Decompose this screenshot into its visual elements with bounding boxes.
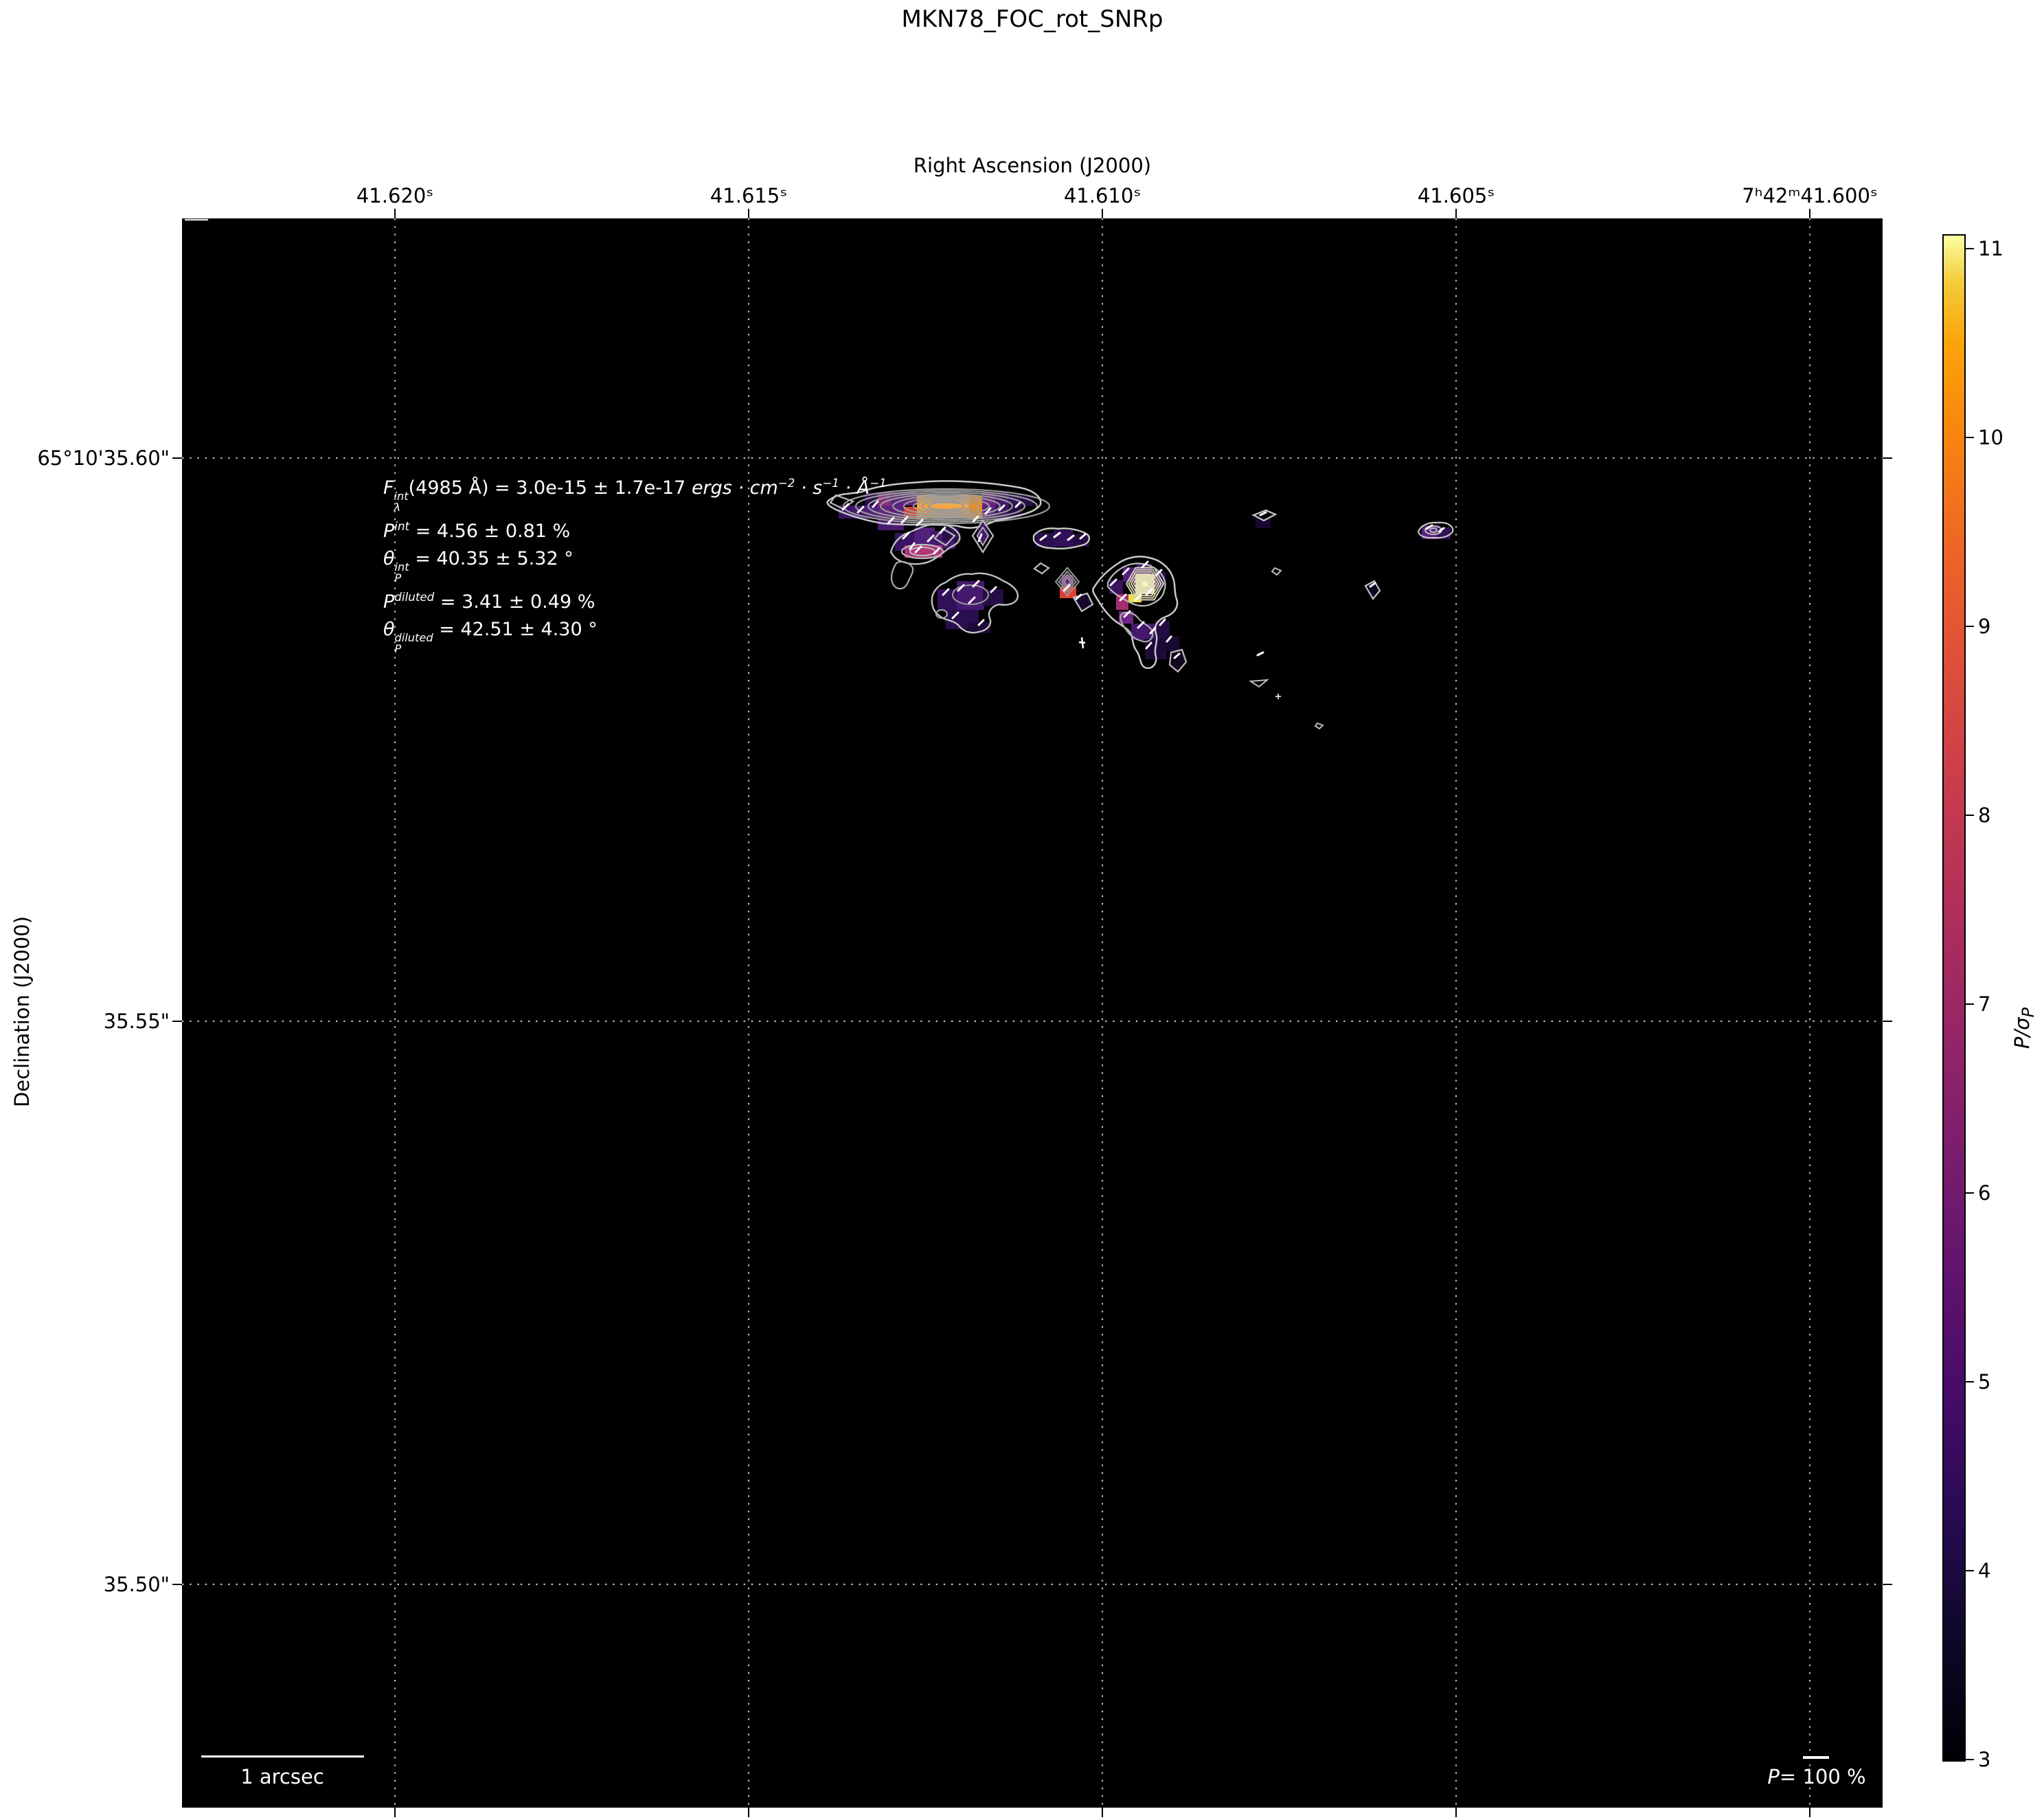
- y-tick-mark: [1883, 1021, 1892, 1023]
- gridlines: [182, 218, 1883, 1808]
- scale-bar-label: 1 arcsec: [240, 1765, 324, 1788]
- y-tick-mark: [1883, 457, 1892, 459]
- x-tick-mark: [748, 1808, 750, 1817]
- y-tick-label: 65°10'35.60": [37, 446, 170, 470]
- colorbar-tick-mark: [1966, 1192, 1974, 1194]
- colorbar-tick-mark: [1966, 1381, 1974, 1383]
- x-tick-mark: [1809, 1808, 1811, 1817]
- figure-title: MKN78_FOC_rot_SNRp: [901, 5, 1163, 33]
- annotation-line: θ int P = 40.35 ± 5.32 °: [383, 547, 574, 584]
- x-tick-label: 7ʰ42ᵐ41.600ˢ: [1742, 184, 1878, 207]
- x-tick-mark: [1455, 1808, 1457, 1817]
- x-tick-mark: [394, 1808, 396, 1817]
- x-tick-label: 41.610ˢ: [1063, 184, 1142, 207]
- y-tick-mark: [1883, 1584, 1892, 1586]
- colorbar-tick-label: 8: [1978, 804, 1991, 828]
- y-tick-mark: [172, 1584, 182, 1586]
- annotation-block: [383, 470, 887, 655]
- annotation-line: $P^{int} = 4.56 \pm 0.81$ %: [383, 519, 571, 543]
- plot-area: [182, 218, 1883, 1808]
- x-tick-mark: [1455, 209, 1457, 218]
- colorbar-tick-label: 9: [1978, 614, 1991, 638]
- polarization-legend-bar: [1803, 1756, 1829, 1759]
- colorbar-tick-mark: [1966, 1570, 1974, 1572]
- colorbar-tick-mark: [1966, 626, 1974, 628]
- x-tick-mark: [1102, 209, 1104, 218]
- x-tick-label: 41.615ˢ: [709, 184, 788, 207]
- x-tick-label: 41.620ˢ: [356, 184, 434, 207]
- annotation-line: $P^{diluted} = 3.41 \pm 0.49$ %: [383, 590, 595, 613]
- x-tick-mark: [1102, 1808, 1104, 1817]
- y-tick-label: 35.50": [103, 1572, 170, 1596]
- colorbar-tick-label: 6: [1978, 1181, 1991, 1205]
- x-tick-mark: [1809, 209, 1811, 218]
- contour-map-svg: [182, 218, 1883, 1808]
- colorbar-tick-mark: [1966, 1003, 1974, 1005]
- colorbar-tick-label: 11: [1978, 237, 2003, 261]
- y-tick-mark: [172, 457, 182, 459]
- colorbar-gradient: [1942, 234, 1966, 1762]
- x-tick-mark: [394, 209, 396, 218]
- dec-axis-label: Declination (J2000): [10, 915, 34, 1108]
- annotation-line: F int λ (4985 Å) = 3.0e-15 ± 1.7e-17 ergs · $cm^{-2} \cdot s^{-1}$ · $Å^{-1}$: [383, 476, 887, 514]
- y-tick-label: 35.55": [103, 1010, 170, 1034]
- x-tick-mark: [748, 209, 750, 218]
- colorbar-tick-mark: [1966, 815, 1974, 817]
- colorbar-label: $P/\sigma_P$: [2010, 1007, 2038, 1049]
- colorbar-tick-mark: [1966, 248, 1974, 250]
- scale-bar: [201, 1755, 364, 1758]
- y-tick-mark: [172, 1021, 182, 1023]
- colorbar-tick-mark: [1966, 437, 1974, 439]
- annotation-line: θ diluted P = 42.51 ± 4.30 °: [383, 618, 598, 655]
- colorbar-tick-label: 7: [1978, 992, 1991, 1016]
- colorbar-tick-label: 10: [1978, 425, 2003, 449]
- ra-axis-label: Right Ascension (J2000): [913, 154, 1152, 177]
- colorbar-tick-label: 5: [1978, 1369, 1991, 1394]
- colorbar-tick-mark: [1966, 1759, 1974, 1761]
- colorbar-tick-label: 4: [1978, 1559, 1991, 1583]
- polarization-legend-label: P= 100 %: [1767, 1765, 1866, 1788]
- x-tick-label: 41.605ˢ: [1417, 184, 1495, 207]
- colorbar-tick-label: 3: [1978, 1747, 1991, 1771]
